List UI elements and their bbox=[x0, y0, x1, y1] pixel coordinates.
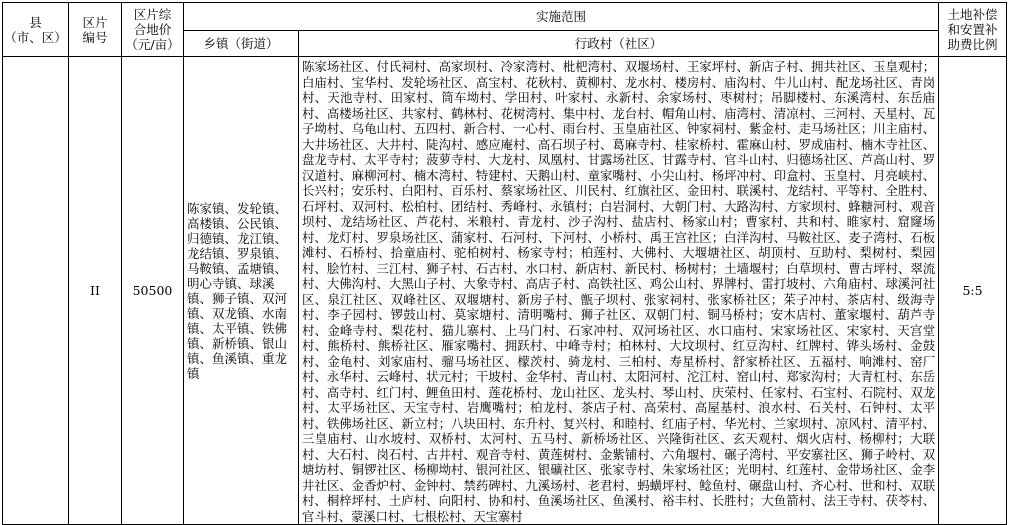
zone-code-cell: II bbox=[69, 57, 122, 525]
header-ratio: 土地补偿 和安置补 助费比例 bbox=[939, 3, 1007, 57]
header-village: 行政村（社区） bbox=[299, 31, 939, 57]
table-row bbox=[3, 57, 1007, 525]
header-county: 县 （市、区） bbox=[3, 3, 69, 57]
header-zone-code: 区片 编号 bbox=[69, 3, 122, 57]
county-cell bbox=[3, 57, 69, 525]
land-price-table bbox=[2, 2, 1007, 525]
header-town: 乡镇（街道） bbox=[184, 31, 299, 57]
ratio-cell: 5:5 bbox=[939, 57, 1007, 525]
header-scope: 实施范围 bbox=[184, 3, 939, 31]
villages-cell: 陈家场社区、付氏祠村、高家坝村、冷家湾村、枇杷湾村、双堰场村、王家坪村、新店子村、拥共社区、玉皇观村；白庙村、宝华村、发轮场社区、高宝村、花秋村、黄柳村、龙水村、楼房村、庙沟村、牛儿山村、配龙场社区、青岗村、天池寺村、田家村、筒车坳村、学田村、叶家村、永新村、余家场村、枣树村；吊脚楼村、东溪湾村、东岳庙村、高楼场社区、共家村、鹤林村、花树湾村、集中村、龙台村、帽角山村、庙湾村、清凉村、三河村、天星村、瓦子坳村、乌龟山村、五四村、新合村、一心村、雨台村、玉皇庙社区、钟家祠村、紫金村、走马场社区；川主庙村、大井场社区、大井村、陡沟村、感应庵村、高石坝子村、葛麻寺村、桂家桥村、霍麻山村、罗成庙村、楠木寺社区、盘龙寺村、太平寺村；菠萝寺村、大龙村、凤凰村、甘露场社区、甘露寺村、官斗山村、归德场社区、芦高山村、罗汉道村、麻柳河村、楠木湾村、特建村、天鹅山村、童家嘴村、小尖山村、杨坪冲村、印盒村、玉皇村、月亮峡村、长兴村；安乐村、白阳村、百乐村、蔡家场社区、川民村、红旗社区、金田村、联溪村、龙结村、平等村、全胜村、石坪村、双河村、松柏村、团结村、秀峰村、永镇村；白岩洞村、大朝门村、大路沟村、方家坝村、蜂糖河村、观音坝村、龙结场社区、芦花村、米粮村、青龙村、沙子沟村、盐店村、杨家山村；曹家村、共和村、睢家村、窟窿场村、龙灯村、罗泉场社区、蒲家村、石河村、下河村、小桥村、禹王宫社区；白洋沟村、马鞍社区、麦子湾村、石板滩村、石桥村、拾童庙村、驼柏树村、杨家寺村；柏莲村、大佛村、大堰塘社区、胡顶村、互助村、梨树村、梨园村、脍竹村、三江村、狮子村、石古村、水口村、新店村、新民村、杨树村；土墙堰村；白草坝村、曹古坪村、翠流村、大佛沟村、大黑山子村、大象寺村、高店子村、高铁社区、鸡公山村、界牌村、雷打坡村、六角庙村、球溪河社区、泉江社区、双峰社区、双堰塘村、新房子村、甑子坝村、张家祠村、张家桥社区；茱子冲村、茶店村、级海寺村、李子园村、锣鼓山村、莫家塘村、清明嘴村、狮子社区、双朝门村、铜马桥村；安木店村、董家堰村、葫芦寺村、金峰寺村、梨花村、猫儿寨村、上马门村、石家冲村、双河场社区、水口庙村、宋家场社区、宋家村、天宫堂村、熊桥村、熊桥社区、雁家嘴村、拥跃村、中峰寺村；柏林村、大坟坝村、红豆沟村、红牌村、铧头场村、金鼓村、金龟村、刘家庙村、骝马场社区、檬茨村、骑龙村、三柏村、寿星桥村、舒家桥社区、五福村、响滩村、窑厂村、永华村、云峰村、状元村；干坡村、金华村、青山村、太阳河村、沱江村、窑山村、郑家沟村；大青杠村、东岳村、高寺村、红门村、鲤鱼田村、莲花桥村、龙山社区、龙头村、琴山村、庆荣村、任家村、石宝村、石院村、双龙村、太平场社区、天宝寺村、岩鹰嘴村；柏龙村、茶店子村、高荣村、高屋基村、浪水村、石关村、石钟村、太平村、铁佛场社区、新立村；八块田村、东升村、复兴村、和睦村、红庙子村、华光村、兰家坝村、凉风村、清平村、三皇庙村、山水坡村、双桥村、太河村、五马村、新桥场社区、兴隆街社区、玄天观村、烟火店村、杨柳村；大联村、大石村、岗石村、古井村、观音寺村、黄莲树村、金紫铺村、六角堰村、碾子湾村、平安寨社区、狮子岭村、双塘坊村、铜锣社区、杨柳坳村、银河社区、银礦社区、张家寺村、朱家场社区；光明村、红莲村、金带场社区、金李井社区、金香炉村、金钟村、禁药碑村、九溪场村、老君村、蚂蟥坪村、鲶鱼村、碾盘山村、齐心村、世和村、双联村、桐梓坪村、土庐村、向阳村、协和村、鱼溪场社区、鱼溪村、裕丰村、长胜村；大鱼箭村、法王寺村、茯苓村、官斗村、蒙溪口村、七根松村、天宝寨村 bbox=[299, 57, 939, 525]
header-price: 区片综 合地价 （元/亩） bbox=[122, 3, 184, 57]
towns-cell: 陈家镇、发轮镇、高楼镇、公民镇、归德镇、龙江镇、龙结镇、罗泉镇、马鞍镇、孟塘镇、明心寺镇、球溪镇、狮子镇、双河镇、双龙镇、水南镇、太平镇、铁佛镇、新桥镇、银山镇、鱼溪镇、重龙镇 bbox=[184, 57, 299, 525]
price-cell: 50500 bbox=[122, 57, 184, 525]
